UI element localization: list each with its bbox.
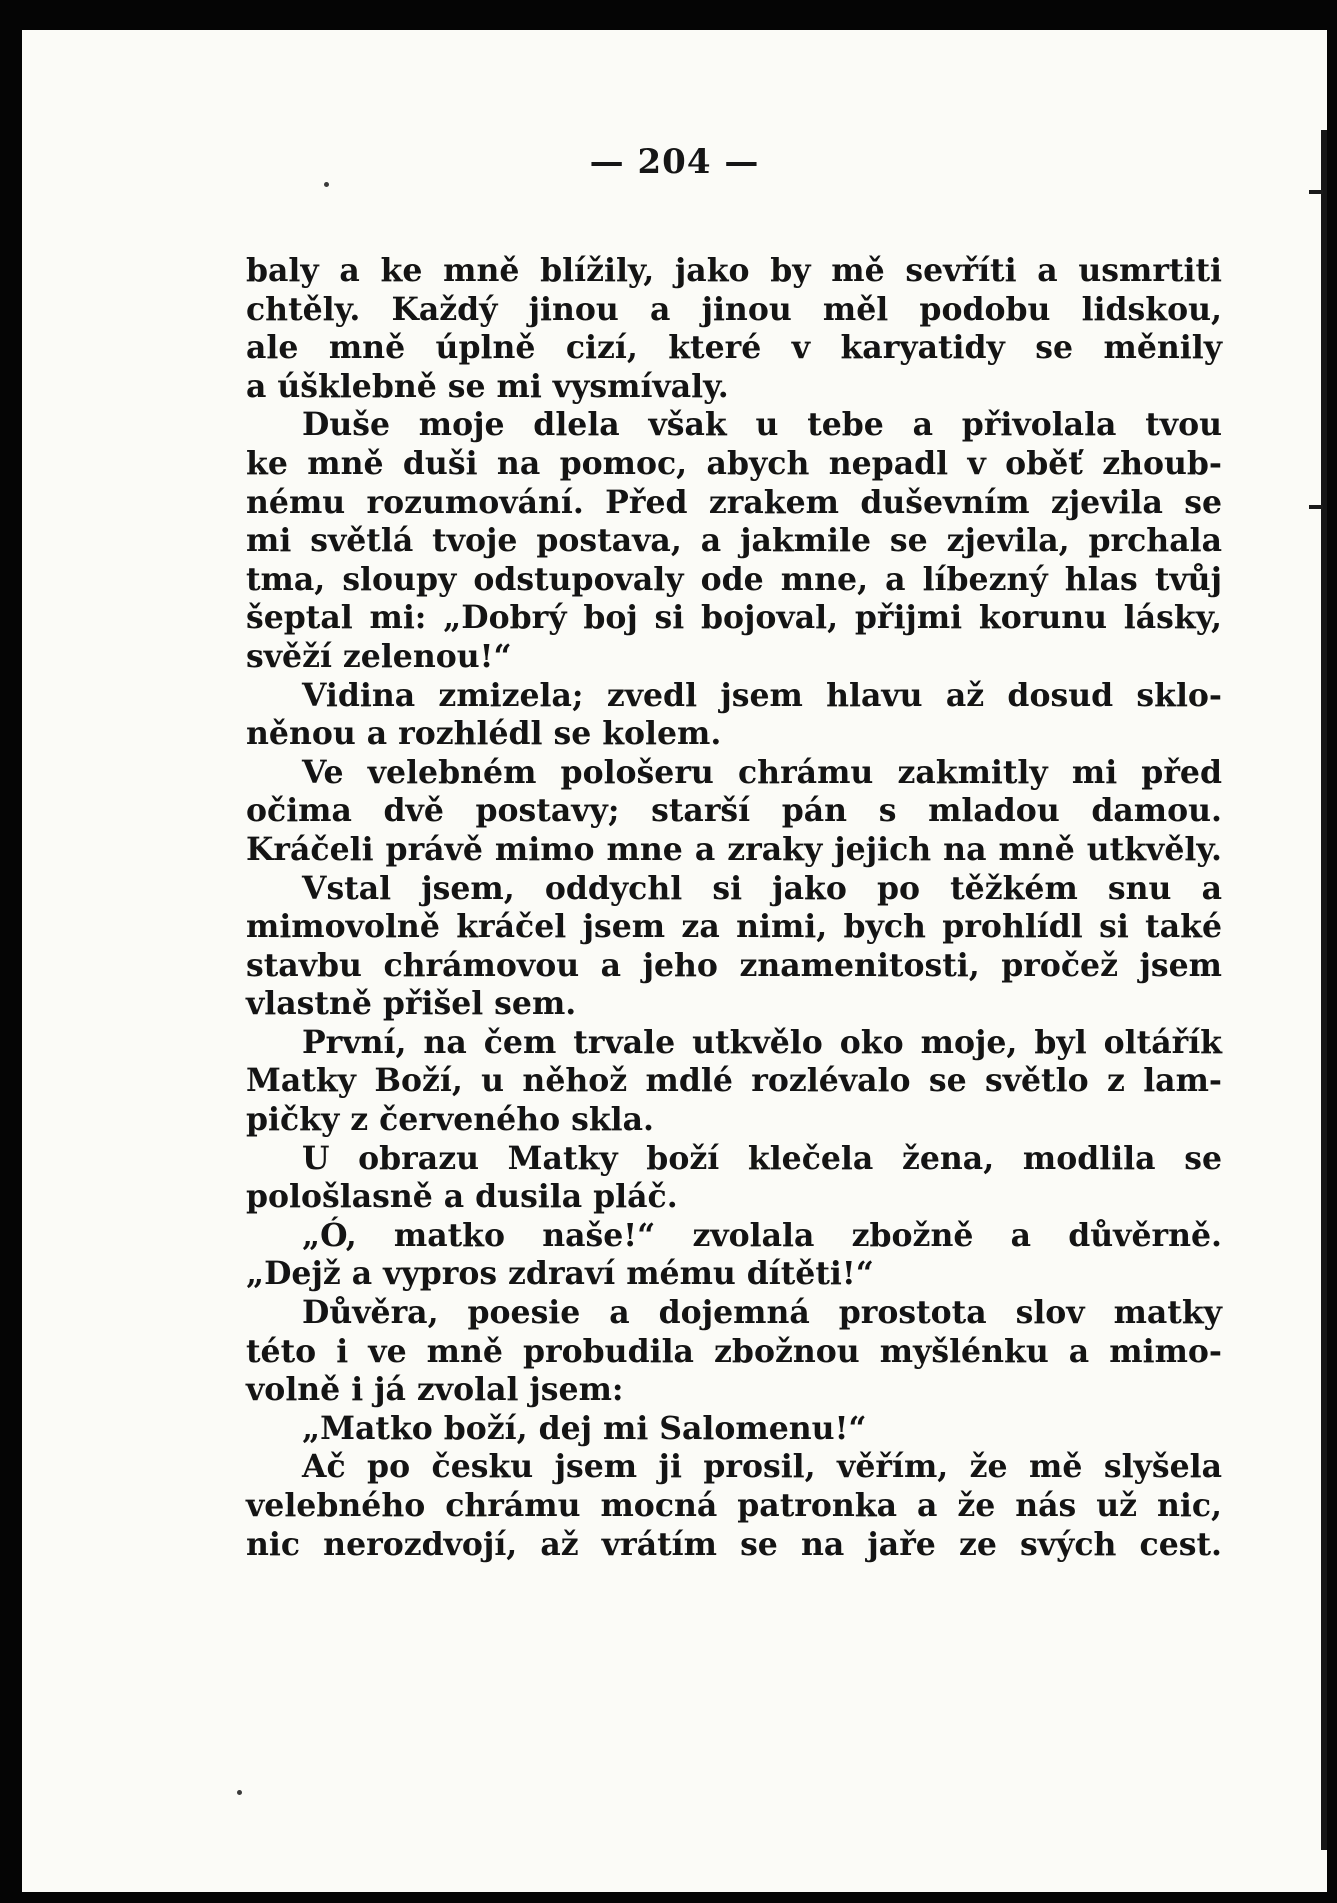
text-line: První, na čem trvale utkvělo oko moje, byl oltářík <box>302 1023 1222 1061</box>
text-line: mi světlá tvoje postava, a jakmile se zjevila, prchala <box>246 522 1222 560</box>
text-line: volně i já zvolal jsem: <box>246 1371 624 1409</box>
page-edge-shadow <box>1321 130 1327 1850</box>
text-line: nému rozumování. Před zrakem duševním zjevila se <box>246 483 1222 521</box>
text-line: pološlasně a dusila pláč. <box>246 1178 678 1216</box>
print-speck <box>324 182 329 187</box>
page-edge-mark <box>1309 190 1323 194</box>
text-line: ale mně úplně cizí, které v karyatidy se měnily <box>246 329 1222 367</box>
text-line: U obrazu Matky boží klečela žena, modlila se <box>302 1139 1222 1177</box>
text-line: velebného chrámu mocná patronka a že nás už nic, <box>246 1487 1222 1524</box>
book-page <box>22 30 1327 1892</box>
print-speck <box>237 1790 242 1795</box>
text-line: této i ve mně probudila zbožnou myšlénku a mimo- <box>246 1332 1222 1370</box>
text-line: nic nerozdvojí, až vrátím se na jaře ze svých cest. <box>246 1525 1222 1563</box>
text-line: tma, sloupy odstupovaly ode mne, a líbezný hlas tvůj <box>246 560 1222 598</box>
text-line: očima dvě postavy; starší pán s mladou damou. <box>246 792 1222 830</box>
text-line: stavbu chrámovou a jeho znamenitosti, pročež jsem <box>246 946 1222 984</box>
text-line: ke mně duši na pomoc, abych nepadl v oběť zhoub- <box>246 444 1222 482</box>
page-edge-mark <box>1309 505 1323 509</box>
text-line: „Dejž a vypros zdraví mému dítěti!“ <box>246 1255 874 1293</box>
text-line: Matky Boží, u něhož mdlé rozlévalo se světlo z lam- <box>246 1062 1222 1100</box>
text-line: chtěly. Každý jinou a jinou měl podobu lidskou, <box>246 290 1222 328</box>
text-line: šeptal mi: „Dobrý boj si bojoval, přijmi korunu lásky, <box>246 599 1222 637</box>
text-line: Vstal jsem, oddychl si jako po těžkém snu a <box>302 869 1222 907</box>
text-line: Ve velebném pološeru chrámu zakmitly mi před <box>302 753 1222 791</box>
page-number: — 204 — <box>589 142 760 182</box>
text-line: Vidina zmizela; zvedl jsem hlavu až dosud sklo- <box>302 676 1222 714</box>
text-line: Ač po česku jsem ji prosil, věřím, že mě slyšela <box>302 1448 1222 1486</box>
text-line: Duše moje dlela však u tebe a přivolala tvou <box>302 406 1222 444</box>
text-line: „Ó, matko naše!“ zvolala zbožně a důvěrně. <box>302 1216 1222 1254</box>
text-line: vlastně přišel sem. <box>246 985 577 1023</box>
body-text <box>246 252 1222 1564</box>
text-line: mimovolně kráčel jsem za nimi, bych prohlídl si také <box>246 908 1222 946</box>
text-line: něnou a rozhlédl se kolem. <box>246 715 722 753</box>
text-line: a úšklebně se mi vysmívaly. <box>246 367 729 405</box>
text-line: pičky z červeného skla. <box>246 1101 655 1139</box>
text-line: „Matko boží, dej mi Salomenu!“ <box>302 1409 867 1447</box>
text-line: Kráčeli právě mimo mne a zraky jejich na mně utkvěly. <box>246 830 1222 868</box>
text-line: baly a ke mně blížily, jako by mě sevříti a usmrtiti <box>246 252 1222 289</box>
text-line: Důvěra, poesie a dojemná prostota slov matky <box>302 1294 1222 1332</box>
text-line: svěží zelenou!“ <box>246 637 512 675</box>
